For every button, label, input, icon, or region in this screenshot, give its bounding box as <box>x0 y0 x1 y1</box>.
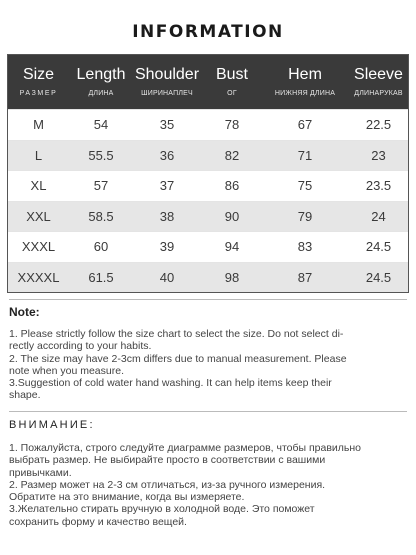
table-row <box>8 231 408 262</box>
cell-shoulder: 40 <box>159 269 175 285</box>
header-label-en: Sleeve <box>354 66 403 83</box>
page-title: INFORMATION <box>132 22 284 42</box>
note-line: 3.Suggestion of cold water hand washing. It can help items keep their <box>9 377 332 390</box>
table-row <box>8 170 408 201</box>
cell-sleeve: 23 <box>371 147 386 163</box>
cell-bust: 78 <box>224 117 240 133</box>
note-title: ВНИМАНИЕ: <box>9 419 95 431</box>
cell-sleeve: 24.5 <box>365 269 392 285</box>
note-line: Обратите на это внимание, когда вы измеряете. <box>9 491 245 504</box>
cell-hem: 71 <box>297 147 313 163</box>
note-russian <box>9 419 409 528</box>
note-line: привычками. <box>9 466 72 479</box>
cell-size: XXL <box>26 208 51 224</box>
cell-hem: 75 <box>297 178 313 194</box>
header-size <box>8 55 69 109</box>
note-line: 2. Размер может на 2-3 см отличаться, из-за ручного измерения. <box>9 478 326 491</box>
header-label-en: Shoulder <box>134 66 200 83</box>
table-row <box>8 262 408 293</box>
header-length <box>69 55 133 109</box>
note-line: note when you measure. <box>9 364 124 377</box>
cell-length: 61.5 <box>88 269 114 285</box>
cell-sleeve: 22.5 <box>365 117 392 133</box>
note-title: Note: <box>9 305 40 319</box>
cell-bust: 98 <box>224 269 240 285</box>
table-row <box>8 109 408 140</box>
cell-size: XL <box>30 178 47 194</box>
cell-size: XXXL <box>21 239 56 255</box>
header-shoulder <box>133 55 201 109</box>
header-bust <box>201 55 263 109</box>
cell-size: XXXXL <box>17 269 60 285</box>
cell-length: 54 <box>93 117 109 133</box>
cell-bust: 82 <box>224 147 240 163</box>
header-hem <box>263 55 347 109</box>
cell-sleeve: 24 <box>371 208 386 224</box>
note-line: 1. Please strictly follow the size chart to select the size. Do not select di- <box>9 328 344 340</box>
table-row <box>8 201 408 232</box>
header-label-en: Size <box>22 66 55 83</box>
cell-hem: 67 <box>297 117 313 133</box>
header-label-en: Bust <box>215 66 248 83</box>
cell-shoulder: 37 <box>159 178 175 194</box>
header-label-ru: ОГ <box>227 90 237 97</box>
size-chart-table <box>7 54 409 293</box>
cell-length: 60 <box>93 239 109 255</box>
header-label-en: Length <box>76 66 126 83</box>
cell-shoulder: 36 <box>159 147 175 163</box>
divider <box>9 411 407 412</box>
cell-hem: 79 <box>297 208 313 224</box>
header-label-en: Hem <box>288 66 322 83</box>
cell-size: M <box>33 117 44 133</box>
header-label-ru: ДЛИНА <box>88 90 114 97</box>
cell-shoulder: 38 <box>159 208 175 224</box>
divider <box>9 299 407 300</box>
header-label-ru: ШИРИНАПЛЕЧ <box>141 90 193 97</box>
header-sleeve <box>347 55 410 109</box>
header-label-ru: НИЖНЯЯ ДЛИНА <box>274 90 336 97</box>
cell-sleeve: 24.5 <box>365 239 392 255</box>
note-line: выбрать размер. Не выбирайте просто в соответствии с вашими <box>9 454 326 467</box>
cell-length: 57 <box>93 178 109 194</box>
note-line: 3.Желательно стирать вручную в холодной воде. Это поможет <box>9 503 315 516</box>
cell-hem: 87 <box>297 269 313 285</box>
cell-sleeve: 23.5 <box>365 178 392 194</box>
header-label-ru: ДЛИНАРУКАВ <box>354 90 403 97</box>
cell-bust: 86 <box>224 178 240 194</box>
cell-hem: 83 <box>297 239 313 255</box>
note-line: rectly according to your habits. <box>9 340 152 353</box>
cell-bust: 94 <box>224 239 240 255</box>
table-row <box>8 140 408 171</box>
table-header <box>8 55 408 109</box>
cell-shoulder: 39 <box>159 239 175 255</box>
note-english <box>9 305 409 402</box>
header-label-ru: РАЗМЕР <box>19 90 58 97</box>
note-line: shape. <box>9 389 41 402</box>
cell-length: 55.5 <box>88 147 114 163</box>
note-line: 1. Пожалуйста, строго следуйте диаграмме размеров, чтобы правильно <box>9 442 362 454</box>
note-line: 2. The size may have 2-3cm differs due to manual measurement. Please <box>9 352 347 365</box>
cell-bust: 90 <box>224 208 240 224</box>
cell-length: 58.5 <box>88 208 114 224</box>
cell-shoulder: 35 <box>159 117 175 133</box>
cell-size: L <box>34 147 43 163</box>
note-line: сохранить форму и качество вещей. <box>9 515 187 528</box>
